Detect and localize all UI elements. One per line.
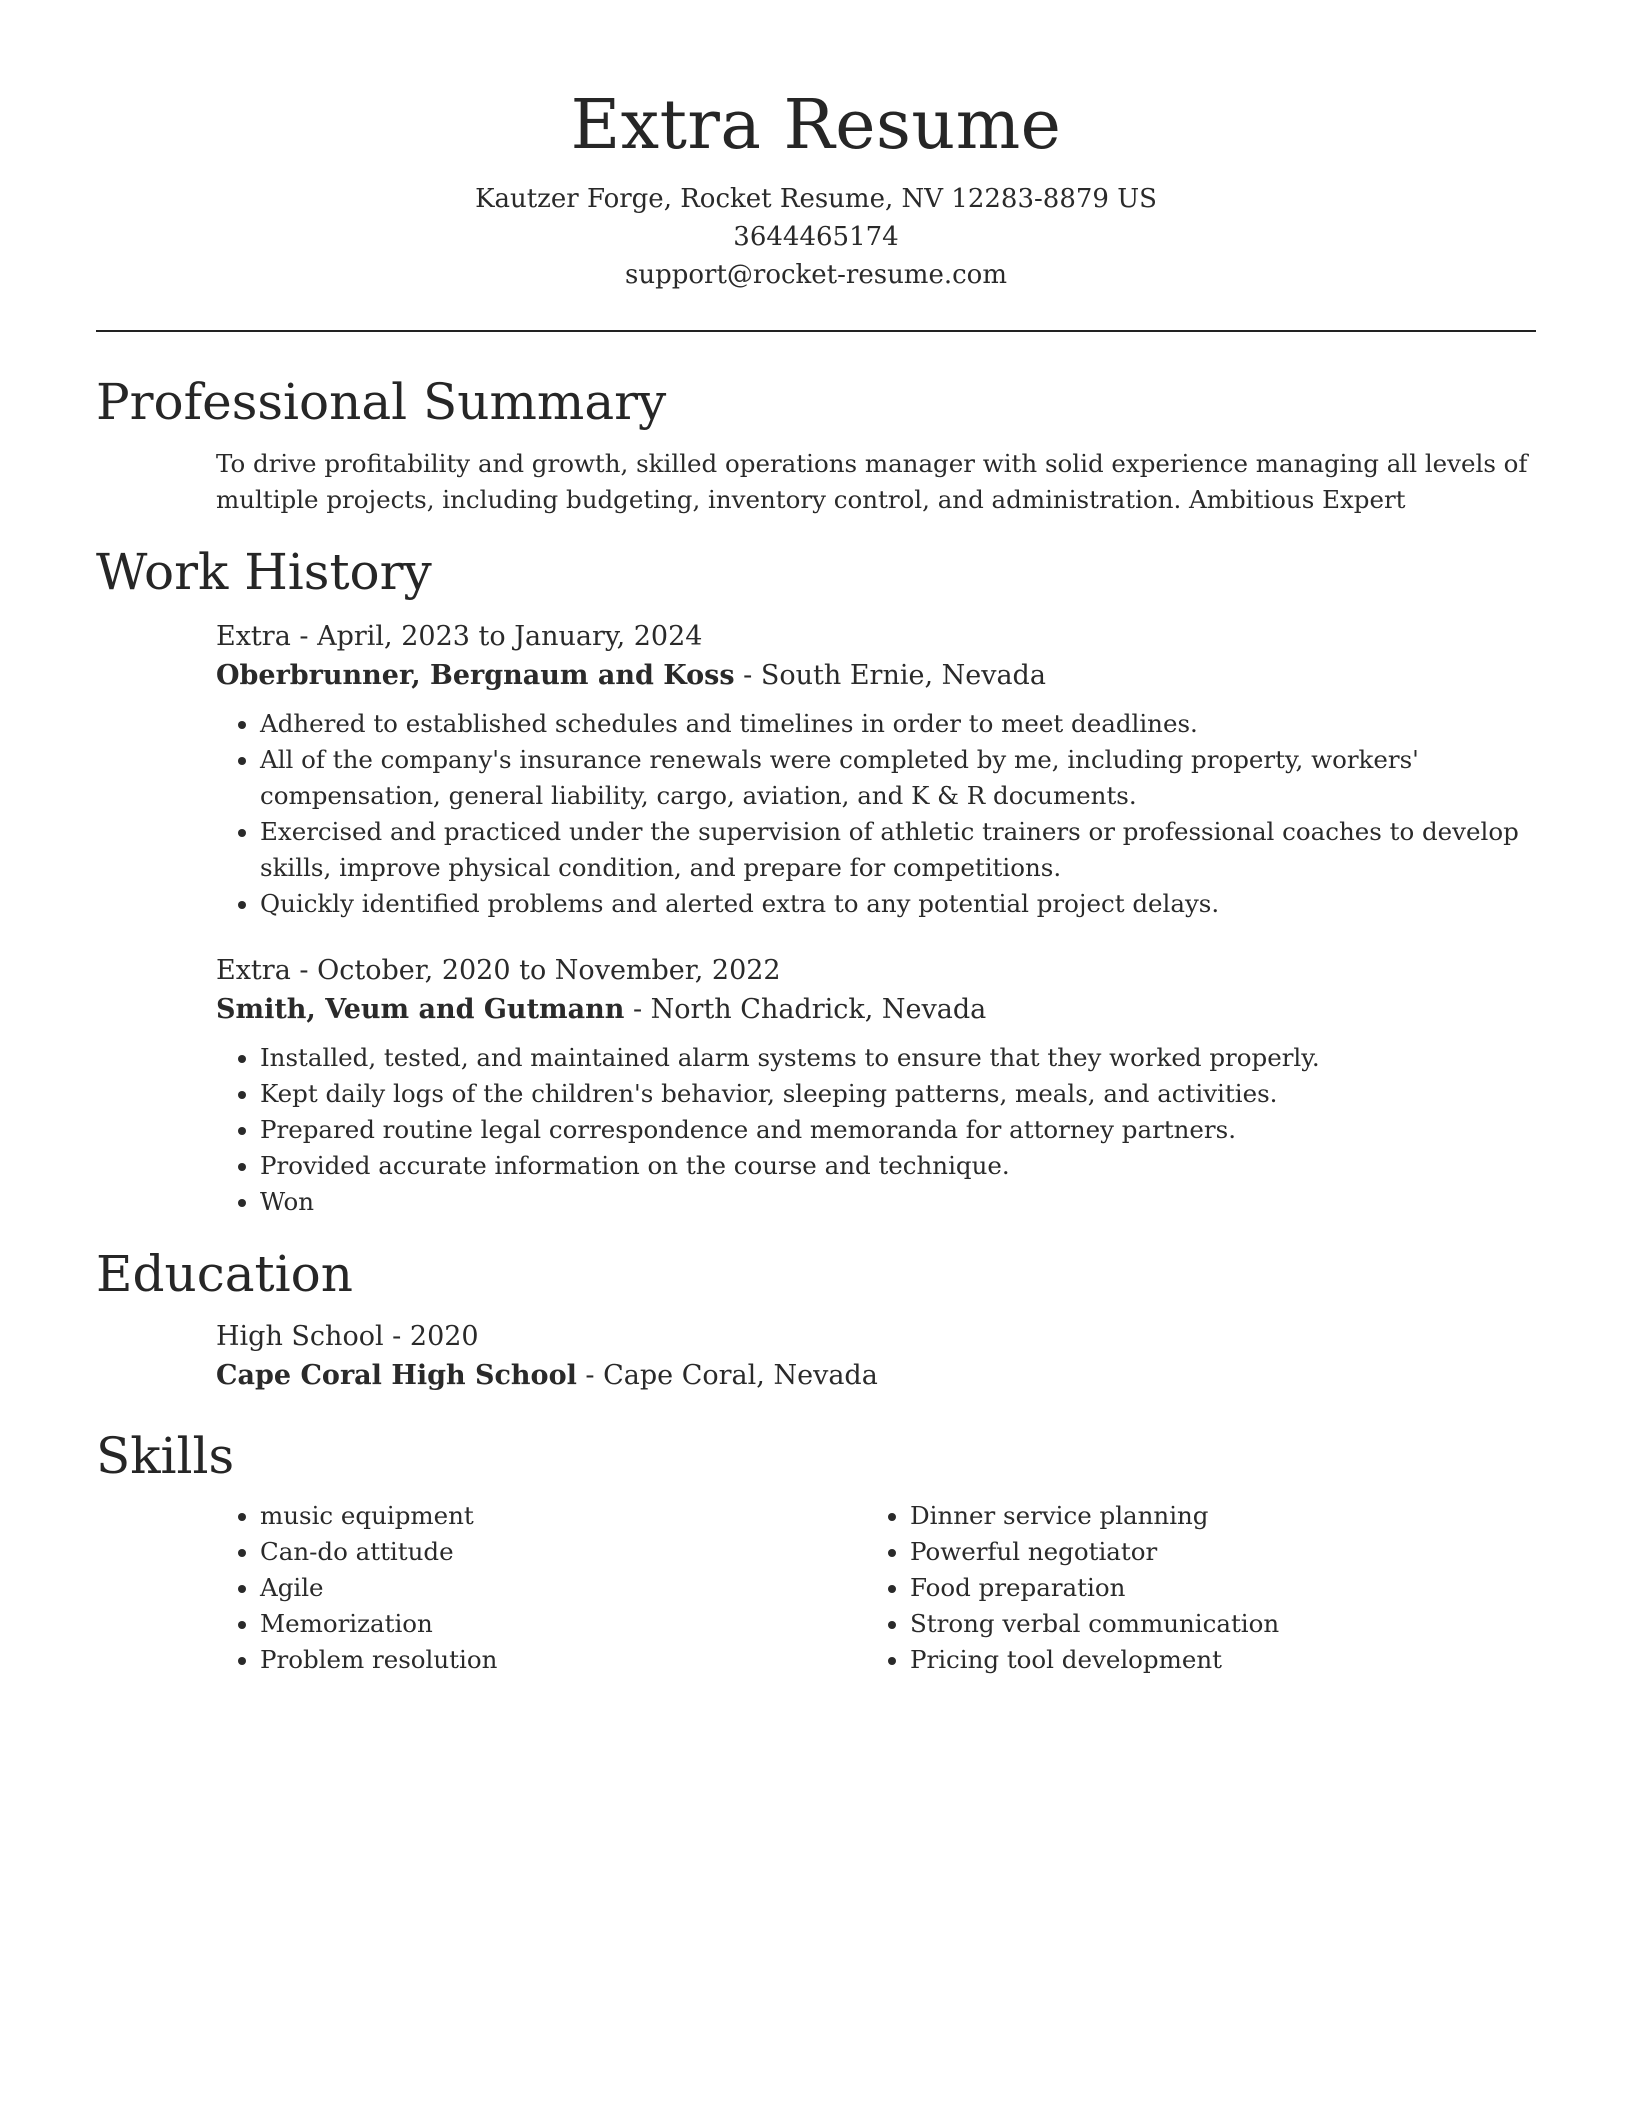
skills-list (866, 1498, 1516, 1678)
degree: High School (216, 1321, 384, 1352)
education-section (96, 1242, 1536, 1396)
summary-body (96, 446, 1536, 518)
skill-item: • music equipment (260, 1498, 866, 1534)
job-duty: • Exercised and practiced under the supervision of athletic trainers or professional coaches to develop skills, improve physical condition, and prepare for competitions. (260, 814, 1536, 886)
degree-line: High School - 2020 (216, 1321, 479, 1352)
job-entry (96, 618, 1536, 922)
skills-section (96, 1424, 1536, 1678)
job-title-line: Extra - October, 2020 to November, 2022 (216, 955, 781, 986)
work-history-heading: Work History (96, 543, 432, 601)
skills-column-left (216, 1498, 866, 1678)
contact-address: Kautzer Forge, Rocket Resume, NV 12283-8879 US (475, 184, 1157, 214)
job-duties-list (216, 706, 1536, 922)
skill-item: • Pricing tool development (910, 1642, 1516, 1678)
education-heading: Education (96, 1245, 353, 1303)
work-history-section (96, 540, 1536, 1220)
job-entry (96, 952, 1536, 1220)
job-dates: April, 2023 to January, 2024 (317, 621, 703, 652)
job-role: Extra (216, 621, 291, 652)
school-name: Cape Coral High School (216, 1360, 577, 1391)
graduation-year: 2020 (409, 1321, 479, 1352)
contact-block (96, 180, 1536, 294)
skills-list (216, 1498, 866, 1678)
job-duty: • Provided accurate information on the course and technique. (260, 1148, 1536, 1184)
contact-email: support@rocket-resume.com (624, 260, 1007, 290)
company-name: Smith, Veum and Gutmann (216, 994, 625, 1025)
job-title-line: Extra - April, 2023 to January, 2024 (216, 621, 703, 652)
job-duty: • Quickly identified problems and alerted extra to any potential project delays. (260, 886, 1536, 922)
job-duty: • Won (260, 1184, 1536, 1220)
company-location: South Ernie, Nevada (760, 660, 1046, 691)
job-duty: • Kept daily logs of the children's behavior, sleeping patterns, meals, and activities. (260, 1076, 1536, 1112)
school-location: Cape Coral, Nevada (603, 1360, 878, 1391)
skills-column-right (866, 1498, 1516, 1678)
school-line: Cape Coral High School - Cape Coral, Nevada (216, 1360, 878, 1391)
job-duties-list (216, 1040, 1536, 1220)
skill-item: • Powerful negotiator (910, 1534, 1516, 1570)
skills-heading: Skills (96, 1427, 235, 1485)
summary-heading: Professional Summary (96, 373, 667, 431)
skills-grid (96, 1498, 1536, 1678)
education-entry (96, 1318, 1536, 1396)
skill-item: • Can-do attitude (260, 1534, 866, 1570)
candidate-name: Extra Resume (570, 86, 1062, 165)
skill-item: • Strong verbal communication (910, 1606, 1516, 1642)
company-location: North Chadrick, Nevada (650, 994, 987, 1025)
contact-phone: 3644465174 (733, 222, 899, 252)
skill-item: • Food preparation (910, 1570, 1516, 1606)
job-duty: • All of the company's insurance renewals were completed by me, including property, workers' compensation, general liability, cargo, aviation, and K & R documents. (260, 742, 1536, 814)
resume-header (96, 0, 1536, 294)
job-duty: • Installed, tested, and maintained alarm systems to ensure that they worked properly. (260, 1040, 1536, 1076)
skill-item: • Dinner service planning (910, 1498, 1516, 1534)
resume-page (96, 0, 1536, 1678)
skill-item: • Memorization (260, 1606, 866, 1642)
summary-section (96, 370, 1536, 518)
company-name: Oberbrunner, Bergnaum and Koss (216, 660, 735, 691)
job-duty: • Prepared routine legal correspondence and memoranda for attorney partners. (260, 1112, 1536, 1148)
company-line: Smith, Veum and Gutmann - North Chadrick, Nevada (216, 994, 987, 1025)
skill-item: • Agile (260, 1570, 866, 1606)
job-dates: October, 2020 to November, 2022 (317, 955, 781, 986)
header-divider (96, 330, 1536, 332)
skill-item: • Problem resolution (260, 1642, 866, 1678)
summary-text: To drive profitability and growth, skilled operations manager with solid experience managing all levels of multiple projects, including budgeting, inventory control, and administration. Ambitious Expert (216, 449, 1528, 514)
company-line: Oberbrunner, Bergnaum and Koss - South Ernie, Nevada (216, 660, 1046, 691)
job-role: Extra (216, 955, 291, 986)
job-duty: • Adhered to established schedules and timelines in order to meet deadlines. (260, 706, 1536, 742)
